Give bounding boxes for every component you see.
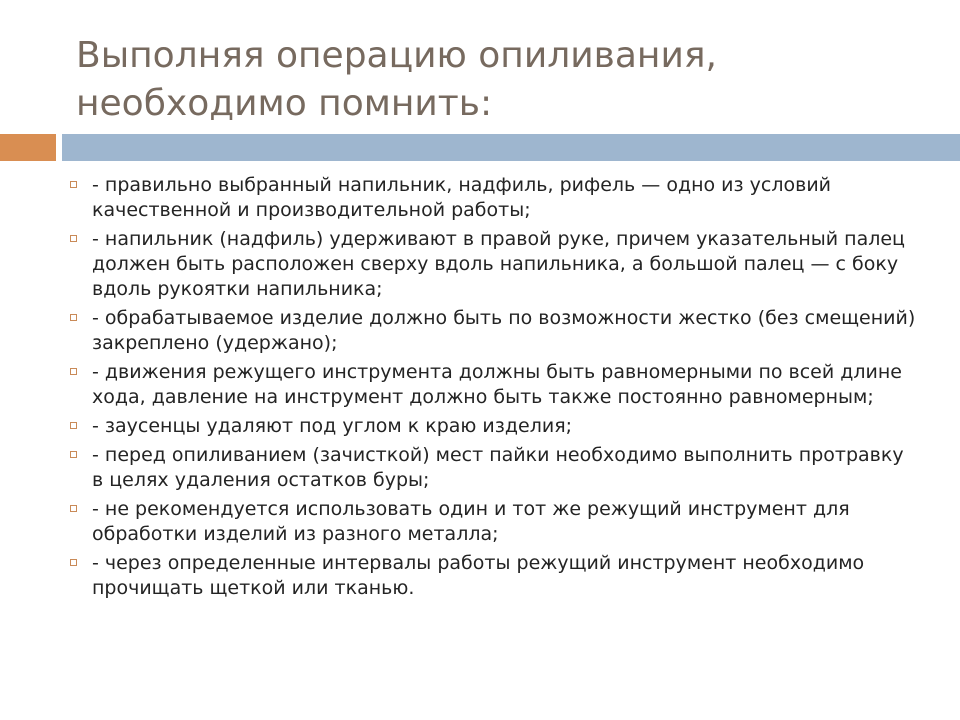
bullet-item <box>70 306 920 356</box>
hollow-square-icon <box>70 451 77 458</box>
bullet-text: - обрабатываемое изделие должно быть по возможности жестко (без смещений) закреплено (удержано); <box>92 307 916 354</box>
hollow-square-icon <box>70 314 77 321</box>
hollow-square-icon <box>70 422 77 429</box>
bullet-list <box>70 173 920 605</box>
hollow-square-icon <box>70 505 77 512</box>
bullet-text: - правильно выбранный напильник, надфиль, рифель — одно из условий качественной и производительной работы; <box>92 174 832 221</box>
bullet-item <box>70 443 920 493</box>
bullet-item <box>70 551 920 601</box>
title-accent-bar <box>0 134 56 161</box>
hollow-square-icon <box>70 559 77 566</box>
bullet-item <box>70 414 920 439</box>
bullet-text: - перед опиливанием (зачисткой) мест пайки необходимо выполнить протравку в целях удаления остатков буры; <box>92 444 904 491</box>
bullet-item <box>70 497 920 547</box>
slide-title <box>76 32 936 128</box>
bullet-text: - движения режущего инструмента должны быть равномерными по всей длине хода, давление на инструмент должно быть также постоянно равномерным; <box>92 361 902 408</box>
hollow-square-icon <box>70 368 77 375</box>
bullet-text: - не рекомендуется использовать один и тот же режущий инструмент для обработки изделий из разного металла; <box>92 498 850 545</box>
title-rule <box>62 134 960 161</box>
bullet-item <box>70 173 920 223</box>
hollow-square-icon <box>70 181 77 188</box>
slide-title-line-1: Выполняя операцию опиливания, <box>76 35 717 76</box>
bullet-text: - заусенцы удаляют под углом к краю изделия; <box>92 415 573 437</box>
bullet-text: - через определенные интервалы работы режущий инструмент необходимо прочищать щеткой или тканью. <box>92 552 865 599</box>
slide-title-line-2: необходимо помнить: <box>76 83 493 124</box>
bullet-item <box>70 227 920 302</box>
bullet-text: - напильник (надфиль) удерживают в правой руке, причем указательный палец должен быть расположен сверху вдоль напильника, а большой палец — с боку вдоль рукоятки напильника; <box>92 228 905 300</box>
bullet-item <box>70 360 920 410</box>
hollow-square-icon <box>70 235 77 242</box>
